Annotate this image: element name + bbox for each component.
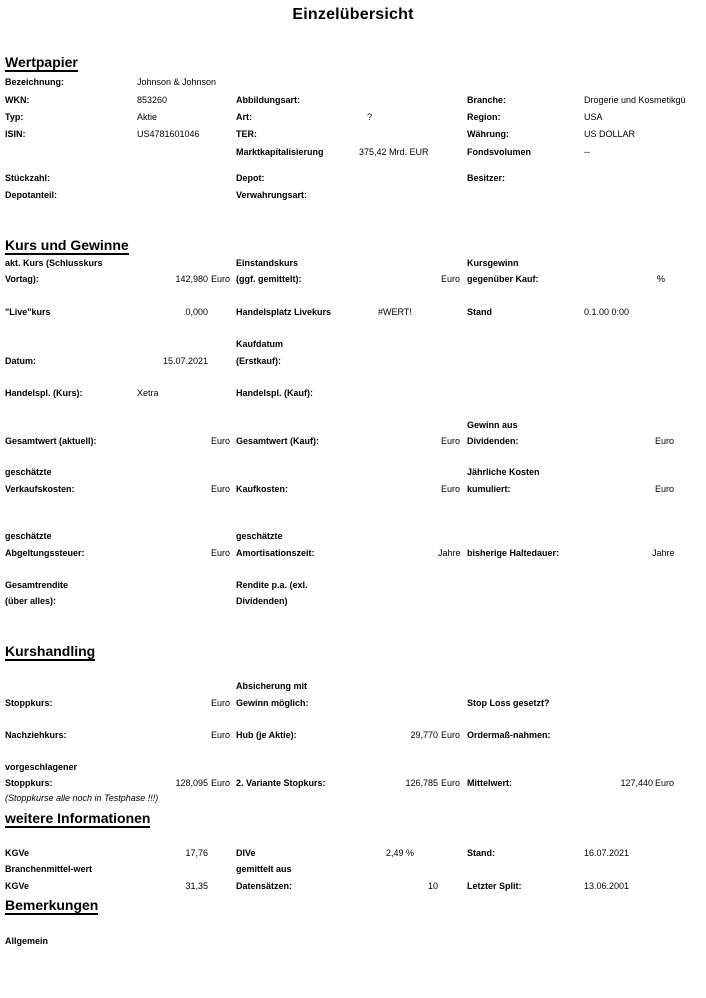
label-depotanteil: Depotanteil:: [5, 190, 58, 200]
value-kgve: 17,76: [185, 848, 208, 858]
value-akt-kurs: 142,980: [175, 274, 208, 284]
label-absicherung-line2: Gewinn möglich:: [236, 698, 309, 708]
unit-einstandskurs: Euro: [441, 274, 461, 284]
value-vorgeschlagener-stoppkurs: 128,095: [175, 778, 208, 788]
label-einstandskurs-line1: Einstandskurs: [236, 258, 299, 268]
label-einstandskurs-line2: (ggf. gemittelt):: [236, 274, 302, 284]
unit-verkaufskosten: Euro: [211, 484, 231, 494]
label-verwahrungsart: Verwahrungsart:: [236, 190, 308, 200]
label-stop-loss-gesetzt: Stop Loss gesetzt?: [467, 698, 550, 708]
label-bezeichnung: Bezeichnung:: [5, 77, 65, 87]
value-branche: Drogerie und Kosmetikgü: [584, 95, 686, 105]
label-marktkapitalisierung: Marktkapitalisierung: [236, 147, 324, 157]
label-vorgeschlagener-stoppkurs-line2: Stoppkurs:: [5, 778, 53, 788]
unit-amortisationszeit: Jahre: [438, 548, 461, 558]
label-abgeltungssteuer-line2: Abgeltungssteuer:: [5, 548, 85, 558]
label-gewinn-aus-dividenden-line2: Dividenden:: [467, 436, 519, 446]
label-kursgewinn-line2: gegenüber Kauf:: [467, 274, 539, 284]
unit-akt-kurs: Euro: [211, 274, 231, 284]
label-kaufdatum-line1: Kaufdatum: [236, 339, 283, 349]
section-heading-wertpapier: Wertpapier: [5, 54, 78, 70]
label-stoppkurs: Stoppkurs:: [5, 698, 53, 708]
value-waehrung: US DOLLAR: [584, 129, 636, 139]
unit-stoppkurs: Euro: [211, 698, 231, 708]
value-stand: 16.07.2021: [584, 848, 630, 858]
testphase-note: (Stoppkurse alle noch in Testphase !!!): [5, 793, 159, 803]
label-handelspl-kurs: Handelspl. (Kurs):: [5, 388, 83, 398]
label-amortisationszeit-line2: Amortisationszeit:: [236, 548, 315, 558]
label-gesamtrendite-line2: (über alles):: [5, 596, 57, 606]
value-fondsvolumen: --: [584, 147, 590, 157]
label-kaufkosten: Kaufkosten:: [236, 484, 289, 494]
label-datum: Datum:: [5, 356, 36, 366]
unit-variante-2-stopkurs: Euro: [441, 778, 461, 788]
value-wkn: 853260: [137, 95, 168, 105]
label-verkaufskosten-line1: geschätzte: [5, 467, 52, 477]
label-besitzer: Besitzer:: [467, 173, 506, 183]
label-branchenmittelwert-kgve: KGVe: [5, 881, 30, 891]
label-letzter-split: Letzter Split:: [467, 881, 522, 891]
label-mittelwert: Mittelwert:: [467, 778, 512, 788]
label-gesamtwert-kauf: Gesamtwert (Kauf):: [236, 436, 320, 446]
value-mittelwert: 127,440: [620, 778, 653, 788]
label-vorgeschlagener-stoppkurs-line1: vorgeschlagener: [5, 762, 78, 772]
section-heading-kurs-und-gewinne: Kurs und Gewinne: [5, 237, 129, 253]
page-title: Einzelübersicht: [292, 6, 414, 23]
label-kursgewinn-line1: Kursgewinn: [467, 258, 519, 268]
label-depot: Depot:: [236, 173, 265, 183]
label-stand: Stand:: [467, 848, 495, 858]
value-hub-je-aktie: 29,770: [410, 730, 438, 740]
value-datum: 15.07.2021: [162, 356, 208, 366]
unit-vorgeschlagener-stoppkurs: Euro: [211, 778, 231, 788]
unit-nachziehkurs: Euro: [211, 730, 231, 740]
label-dive: DIVe: [236, 848, 256, 858]
label-wkn: WKN:: [5, 95, 30, 105]
label-ordermassnahmen: Ordermaß-nahmen:: [467, 730, 551, 740]
label-verkaufskosten-line2: Verkaufskosten:: [5, 484, 75, 494]
label-typ: Typ:: [5, 112, 24, 122]
unit-hub-je-aktie: Euro: [441, 730, 461, 740]
label-stand-livekurs: Stand: [467, 307, 493, 317]
label-stueckzahl: Stückzahl:: [5, 173, 51, 183]
value-datensaetzen: 10: [427, 881, 438, 891]
value-letzter-split: 13.06.2001: [584, 881, 630, 891]
label-jaehrliche-kosten-line1: Jährliche Kosten: [467, 467, 540, 477]
label-rendite-pa-line1: Rendite p.a. (exl.: [236, 580, 308, 590]
label-abbildungsart: Abbildungsart:: [236, 95, 300, 105]
value-art: ?: [367, 112, 373, 122]
label-gesamtrendite-line1: Gesamtrendite: [5, 580, 69, 590]
label-isin: ISIN:: [5, 129, 26, 139]
unit-kursgewinn: %: [657, 274, 666, 284]
label-branche: Branche:: [467, 95, 507, 105]
section-heading-bemerkungen: Bemerkungen: [5, 897, 99, 913]
label-waehrung: Währung:: [467, 129, 509, 139]
label-bisherige-haltedauer: bisherige Haltedauer:: [467, 548, 560, 558]
label-amortisationszeit-line1: geschätzte: [236, 531, 283, 541]
label-datensaetzen: Datensätzen:: [236, 881, 293, 891]
label-allgemein: Allgemein: [5, 936, 49, 946]
label-branchenmittelwert-line1: Branchenmittel-wert: [5, 864, 93, 874]
label-variante-2-stopkurs: 2. Variante Stopkurs:: [236, 778, 326, 788]
label-fondsvolumen: Fondsvolumen: [467, 147, 532, 157]
value-handelspl-kurs: Xetra: [137, 388, 159, 398]
value-bezeichnung: Johnson & Johnson: [137, 77, 217, 87]
label-kaufdatum-line2: (Erstkauf):: [236, 356, 282, 366]
unit-bisherige-haltedauer: Jahre: [652, 548, 675, 558]
value-marktkapitalisierung: 375,42 Mrd. EUR: [359, 147, 429, 157]
label-rendite-pa-line2: Dividenden): [236, 596, 288, 606]
label-gemittelt-aus-line1: gemittelt aus: [236, 864, 292, 874]
label-ter: TER:: [236, 129, 257, 139]
label-gewinn-aus-dividenden-line1: Gewinn aus: [467, 420, 518, 430]
value-isin: US4781601046: [137, 129, 200, 139]
unit-mittelwert: Euro: [655, 778, 675, 788]
label-jaehrliche-kosten-line2: kumuliert:: [467, 484, 511, 494]
label-art: Art:: [236, 112, 252, 122]
value-typ: Aktie: [137, 112, 158, 122]
label-handelspl-kauf: Handelspl. (Kauf):: [236, 388, 314, 398]
value-branchenmittelwert-kgve: 31,35: [185, 881, 208, 891]
unit-gesamtwert-aktuell: Euro: [211, 436, 231, 446]
label-gesamtwert-aktuell: Gesamtwert (aktuell):: [5, 436, 97, 446]
unit-kaufkosten: Euro: [441, 484, 461, 494]
value-livekurs: 0,000: [185, 307, 208, 317]
label-hub-je-aktie: Hub (je Aktie):: [236, 730, 297, 740]
label-kgve: KGVe: [5, 848, 30, 858]
label-handelsplatz-livekurs: Handelsplatz Livekurs: [236, 307, 332, 317]
value-dive: 2,49 %: [385, 848, 414, 858]
unit-jaehrliche-kosten: Euro: [655, 484, 675, 494]
label-livekurs: "Live"kurs: [5, 307, 51, 317]
label-akt-kurs-line2: Vortag):: [5, 274, 39, 284]
label-nachziehkurs: Nachziehkurs:: [5, 730, 67, 740]
label-abgeltungssteuer-line1: geschätzte: [5, 531, 52, 541]
unit-gesamtwert-kauf: Euro: [441, 436, 461, 446]
unit-abgeltungssteuer: Euro: [211, 548, 231, 558]
value-handelsplatz-livekurs: #WERT!: [378, 307, 412, 317]
label-region: Region:: [467, 112, 501, 122]
unit-gewinn-aus-dividenden: Euro: [655, 436, 675, 446]
section-heading-weitere-informationen: weitere Informationen: [5, 810, 151, 826]
label-absicherung-line1: Absicherung mit: [236, 681, 308, 691]
value-stand-livekurs: 0.1.00 0:00: [584, 307, 630, 317]
value-region: USA: [584, 112, 603, 122]
section-heading-kurshandling: Kurshandling: [5, 643, 96, 659]
value-variante-2-stopkurs: 126,785: [405, 778, 438, 788]
label-akt-kurs-line1: akt. Kurs (Schlusskurs: [5, 258, 103, 268]
